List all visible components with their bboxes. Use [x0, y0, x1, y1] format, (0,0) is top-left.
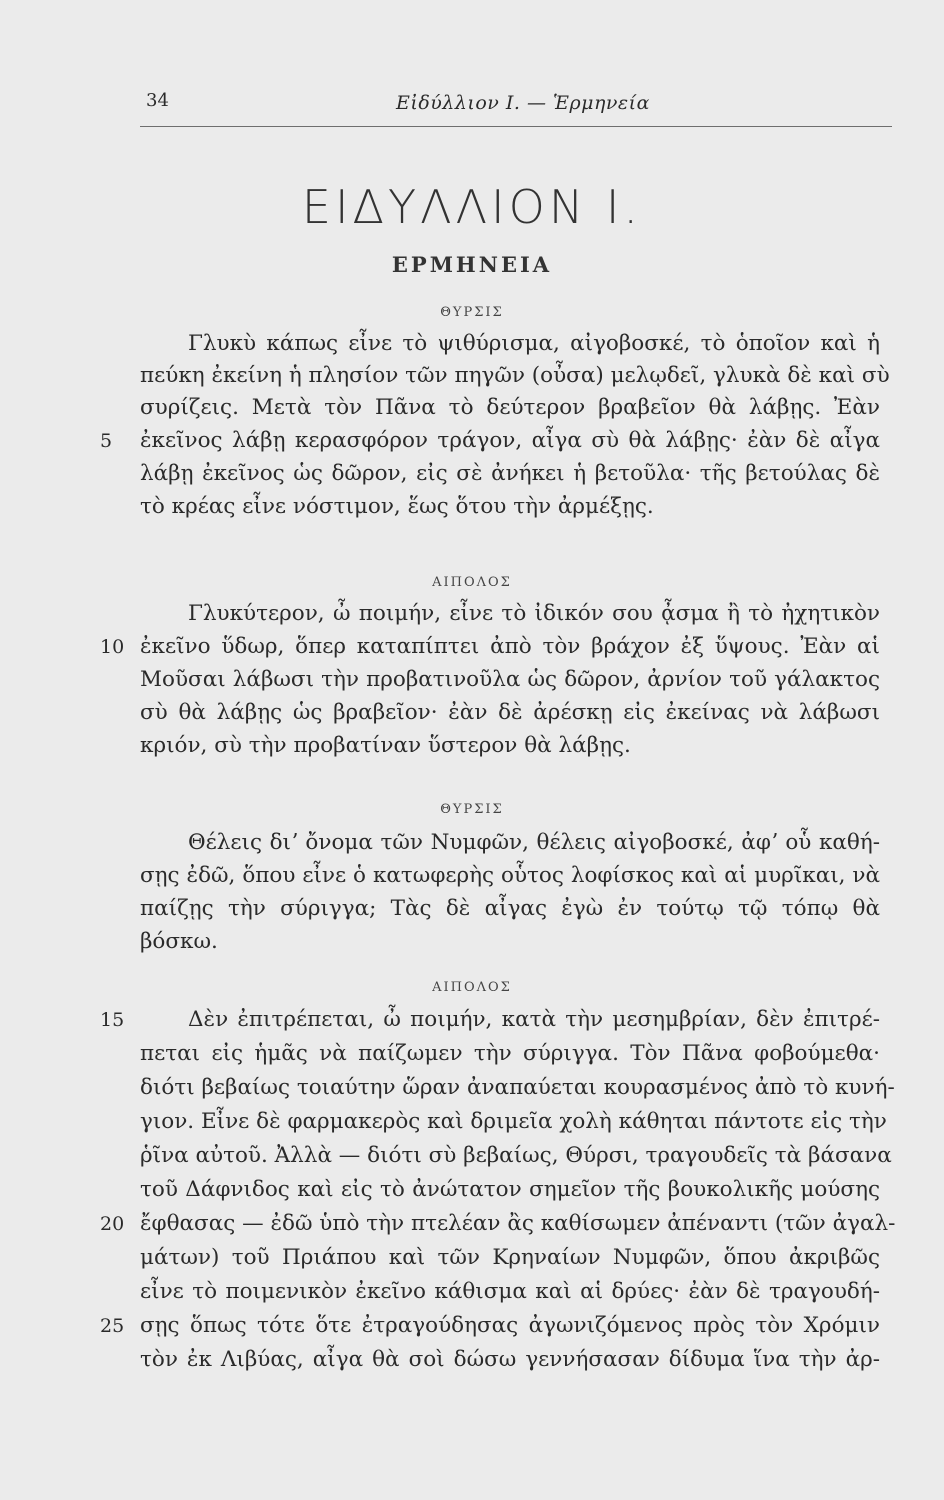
running-header — [0, 84, 944, 124]
text-line: Μοῦσαι λάβωσι τὴν προβατινοῦλα ὡς δῶρον, ἀρνίον τοῦ γάλακτος — [140, 667, 880, 692]
line-number: 25 — [100, 1315, 125, 1337]
text-line: Δὲν ἐπιτρέπεται, ὦ ποιμήν, κατὰ τὴν μεσημβρίαν, δὲν ἐπιτρέ- — [188, 1007, 880, 1032]
text-line: σῃς ἐδῶ, ὅπου εἶνε ὁ κατωφερὴς οὗτος λοφίσκος καὶ αἱ μυρῖκαι, νὰ — [140, 863, 880, 888]
text-line: εἶνε τὸ ποιμενικὸν ἐκεῖνο κάθισμα καὶ αἱ δρύες· ἐὰν δὲ τραγουδή- — [140, 1279, 880, 1304]
line-number: 20 — [100, 1213, 125, 1235]
page-number: 34 — [146, 90, 169, 111]
text-line: τοῦ Δάφνιδος καὶ εἰς τὸ ἀνώτατον σημεῖον τῆς βουκολικῆς μούσης — [140, 1177, 880, 1202]
chapter-title: ΕΙΔΥΛΛΙΟΝ Ι. — [301, 180, 643, 234]
speaker-label: ΘΥΡΣΙΣ — [440, 305, 504, 320]
line-number: 10 — [100, 636, 125, 658]
text-line: γιον. Εἶνε δὲ φαρμακερὸς καὶ δριμεῖα χολὴ κάθηται πάντοτε εἰς τὴν — [140, 1109, 887, 1134]
speaker-label: ΘΥΡΣΙΣ — [440, 802, 504, 817]
chapter-subtitle: ΕΡΜΗΝΕΙΑ — [391, 252, 553, 277]
text-line: κριόν, σὺ τὴν προβατίναν ὕστερον θὰ λάβῃς. — [140, 733, 631, 758]
text-line: σῃς ὅπως τότε ὅτε ἐτραγούδησας ἀγωνιζόμενος πρὸς τὸν Χρόμιν — [140, 1313, 880, 1338]
text-line: συρίζεις. Μετὰ τὸν Πᾶνα τὸ δεύτερον βραβεῖον θὰ λάβῃς. Ἐὰν — [140, 395, 880, 420]
text-line: Γλυκύτερον, ὦ ποιμήν, εἶνε τὸ ἰδικόν σου ᾆσμα ἢ τὸ ἠχητικὸν — [188, 601, 880, 626]
text-line: τὸ κρέας εἶνε νόστιμον, ἕως ὅτου τὴν ἀρμέξῃς. — [140, 494, 654, 519]
header-rule — [140, 126, 892, 127]
speaker-label: ΑΙΠΟΛΟΣ — [432, 575, 512, 590]
text-line: διότι βεβαίως τοιαύτην ὥραν ἀναπαύεται κουρασμένος ἀπὸ τὸ κυνή- — [140, 1075, 895, 1100]
text-line: παίζῃς τὴν σύριγγα; Τὰς δὲ αἶγας ἐγὼ ἐν τούτῳ τῷ τόπῳ θὰ — [140, 896, 880, 921]
text-line: ἔφθασας — ἐδῶ ὑπὸ τὴν πτελέαν ἂς καθίσωμεν ἀπέναντι (τῶν ἀγαλ- — [140, 1211, 896, 1236]
text-line: βόσκω. — [140, 929, 218, 954]
text-line: σὺ θὰ λάβῃς ὡς βραβεῖον· ἐὰν δὲ ἀρέσκῃ εἰς ἐκείνας νὰ λάβωσι — [140, 700, 880, 725]
text-line: μάτων) τοῦ Πριάπου καὶ τῶν Κρηναίων Νυμφῶν, ὅπου ἀκριβῶς — [140, 1245, 880, 1270]
text-line: ῥῖνα αὐτοῦ. Ἀλλὰ — διότι σὺ βεβαίως, Θύρσι, τραγουδεῖς τὰ βάσανα — [140, 1143, 892, 1168]
text-line: λάβῃ ἐκεῖνος ὡς δῶρον, εἰς σὲ ἀνήκει ἡ βετοῦλα· τῆς βετούλας δὲ — [140, 461, 880, 486]
text-line: ἐκεῖνο ὕδωρ, ὅπερ καταπίπτει ἀπὸ τὸν βράχον ἐξ ὕψους. Ἐὰν αἱ — [140, 634, 880, 659]
running-title: Εἰδύλλιον Ι. — Ἑρμηνεία — [396, 92, 650, 114]
text-line: πεύκη ἐκείνη ἡ πλησίον τῶν πηγῶν (οὖσα) μελῳδεῖ, γλυκὰ δὲ καὶ σὺ — [140, 363, 890, 388]
text-line: Θέλεις διʼ ὄνομα τῶν Νυμφῶν, θέλεις αἰγοβοσκέ, ἀφʼ οὗ καθή- — [188, 830, 880, 855]
line-number: 15 — [100, 1009, 125, 1031]
text-line: ἐκεῖνος λάβῃ κερασφόρον τράγον, αἶγα σὺ θὰ λάβῃς· ἐὰν δὲ αἶγα — [140, 428, 880, 453]
text-line: πεται εἰς ἡμᾶς νὰ παίζωμεν τὴν σύριγγα. Τὸν Πᾶνα φοβούμεθα· — [140, 1041, 880, 1066]
text-line: τὸν ἐκ Λιβύας, αἶγα θὰ σοὶ δώσω γεννήσασαν δίδυμα ἵνα τὴν ἀρ- — [140, 1347, 880, 1372]
line-number: 5 — [100, 430, 113, 452]
speaker-label: ΑΙΠΟΛΟΣ — [432, 980, 512, 995]
text-line: Γλυκὺ κάπως εἶνε τὸ ψιθύρισμα, αἰγοβοσκέ, τὸ ὁποῖον καὶ ἡ — [188, 331, 880, 356]
